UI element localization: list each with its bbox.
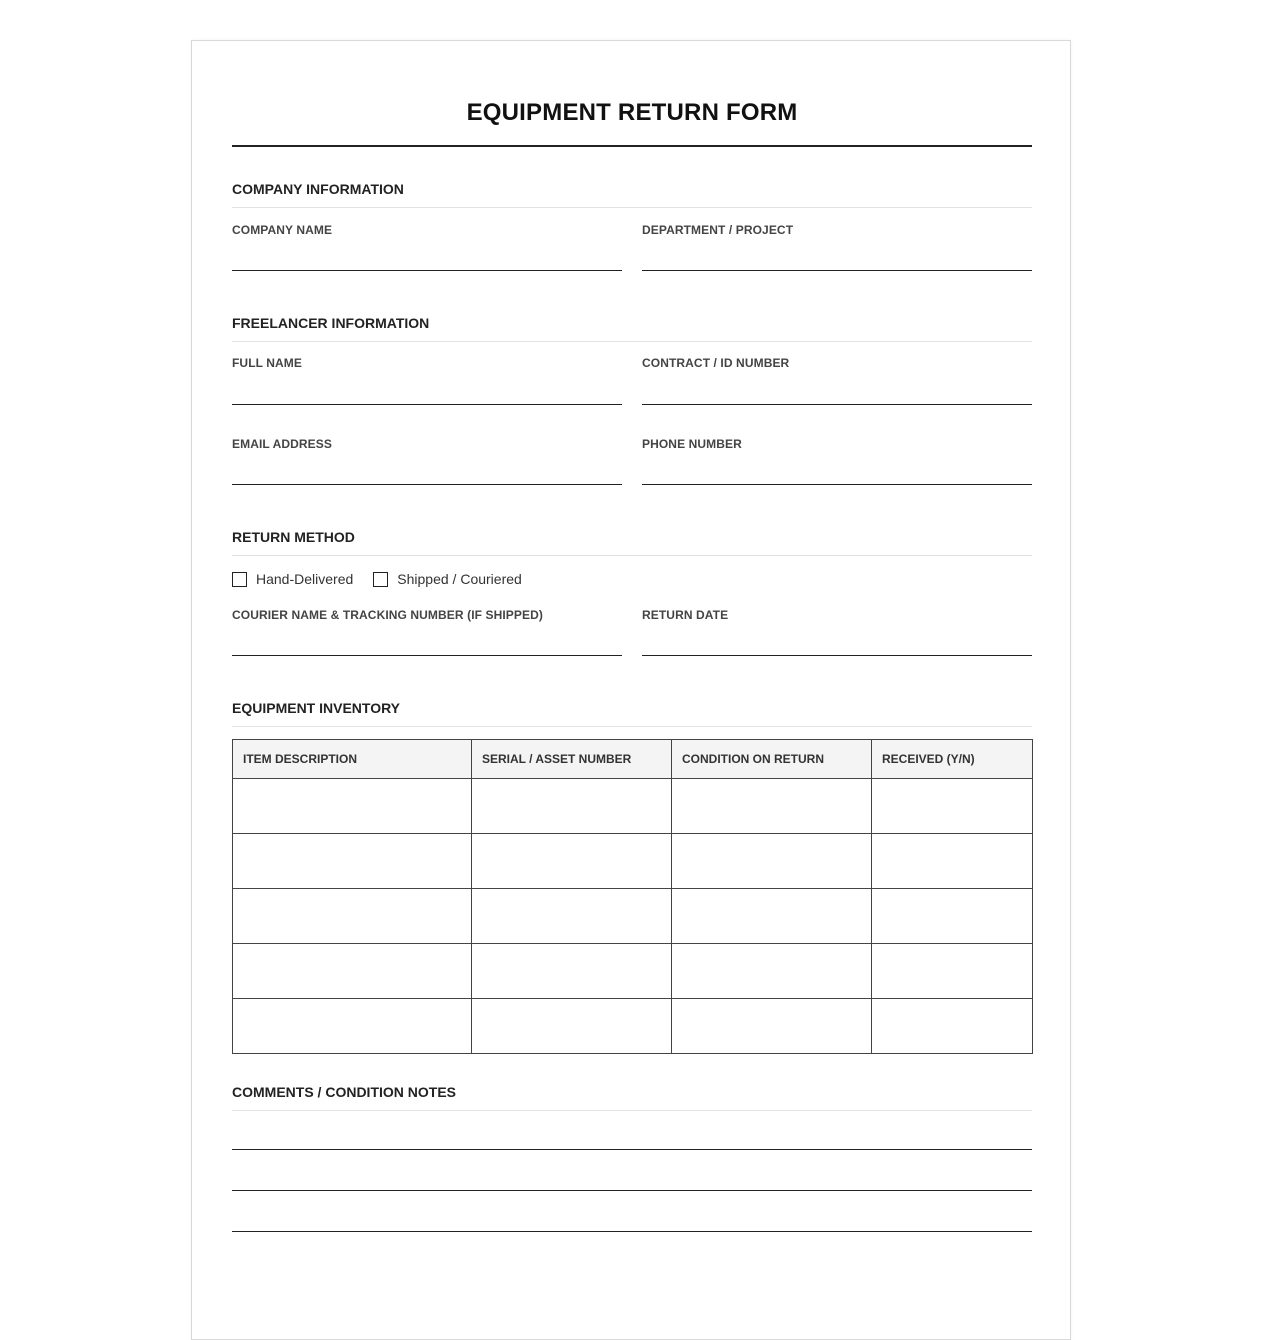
table-cell[interactable] bbox=[872, 889, 1033, 944]
comment-line[interactable] bbox=[232, 1190, 1032, 1191]
table-row bbox=[233, 779, 1033, 834]
table-cell[interactable] bbox=[672, 944, 872, 999]
shipped-label: Shipped / Couriered bbox=[397, 571, 522, 587]
section-heading-inventory: EQUIPMENT INVENTORY bbox=[232, 700, 1032, 727]
table-cell[interactable] bbox=[233, 834, 472, 889]
table-cell[interactable] bbox=[672, 834, 872, 889]
full-name-field[interactable] bbox=[232, 404, 622, 405]
contract-id-field[interactable] bbox=[642, 404, 1032, 405]
column-header-received: RECEIVED (Y/N) bbox=[872, 740, 1033, 779]
form-page bbox=[191, 40, 1071, 1340]
email-field[interactable] bbox=[232, 484, 622, 485]
table-cell[interactable] bbox=[872, 999, 1033, 1054]
table-cell[interactable] bbox=[872, 834, 1033, 889]
return-date-label: RETURN DATE bbox=[642, 608, 729, 622]
form-title: EQUIPMENT RETURN FORM bbox=[466, 99, 798, 126]
table-cell[interactable] bbox=[672, 999, 872, 1054]
table-row bbox=[233, 999, 1033, 1054]
table-cell[interactable] bbox=[472, 999, 672, 1054]
company-name-label: COMPANY NAME bbox=[232, 223, 333, 237]
section-heading-company: COMPANY INFORMATION bbox=[232, 181, 1032, 208]
full-name-label: FULL NAME bbox=[232, 356, 303, 370]
table-row bbox=[233, 889, 1033, 944]
column-header-item-description: ITEM DESCRIPTION bbox=[233, 740, 472, 779]
courier-tracking-label: COURIER NAME & TRACKING NUMBER (IF SHIPPED) bbox=[232, 608, 543, 622]
department-label: DEPARTMENT / PROJECT bbox=[642, 223, 794, 237]
hand-delivered-label: Hand-Delivered bbox=[256, 571, 354, 587]
comment-line[interactable] bbox=[232, 1231, 1032, 1232]
table-cell[interactable] bbox=[472, 889, 672, 944]
column-header-serial-asset: SERIAL / ASSET NUMBER bbox=[472, 740, 672, 779]
return-method-options bbox=[232, 571, 542, 587]
table-cell[interactable] bbox=[872, 779, 1033, 834]
table-cell[interactable] bbox=[472, 944, 672, 999]
table-row bbox=[233, 834, 1033, 889]
section-heading-comments: COMMENTS / CONDITION NOTES bbox=[232, 1084, 1032, 1111]
table-cell[interactable] bbox=[872, 944, 1033, 999]
section-heading-return-method: RETURN METHOD bbox=[232, 529, 1032, 556]
phone-field[interactable] bbox=[642, 484, 1032, 485]
company-name-field[interactable] bbox=[232, 270, 622, 271]
table-cell[interactable] bbox=[472, 779, 672, 834]
table-cell[interactable] bbox=[672, 889, 872, 944]
email-label: EMAIL ADDRESS bbox=[232, 437, 332, 451]
option-shipped[interactable] bbox=[373, 571, 522, 587]
column-header-condition: CONDITION ON RETURN bbox=[672, 740, 872, 779]
table-row bbox=[233, 944, 1033, 999]
inventory-header-row bbox=[233, 740, 1033, 779]
return-date-field[interactable] bbox=[642, 655, 1032, 656]
table-cell[interactable] bbox=[233, 779, 472, 834]
department-field[interactable] bbox=[642, 270, 1032, 271]
courier-tracking-field[interactable] bbox=[232, 655, 622, 656]
table-cell[interactable] bbox=[233, 999, 472, 1054]
table-cell[interactable] bbox=[672, 779, 872, 834]
table-cell[interactable] bbox=[233, 944, 472, 999]
title-divider bbox=[232, 145, 1032, 147]
hand-delivered-checkbox[interactable] bbox=[232, 572, 247, 587]
table-cell[interactable] bbox=[472, 834, 672, 889]
contract-id-label: CONTRACT / ID NUMBER bbox=[642, 356, 790, 370]
comment-line[interactable] bbox=[232, 1149, 1032, 1150]
shipped-checkbox[interactable] bbox=[373, 572, 388, 587]
table-cell[interactable] bbox=[233, 889, 472, 944]
inventory-table bbox=[232, 739, 1033, 1054]
section-heading-freelancer: FREELANCER INFORMATION bbox=[232, 315, 1032, 342]
phone-label: PHONE NUMBER bbox=[642, 437, 742, 451]
option-hand-delivered[interactable] bbox=[232, 571, 353, 587]
